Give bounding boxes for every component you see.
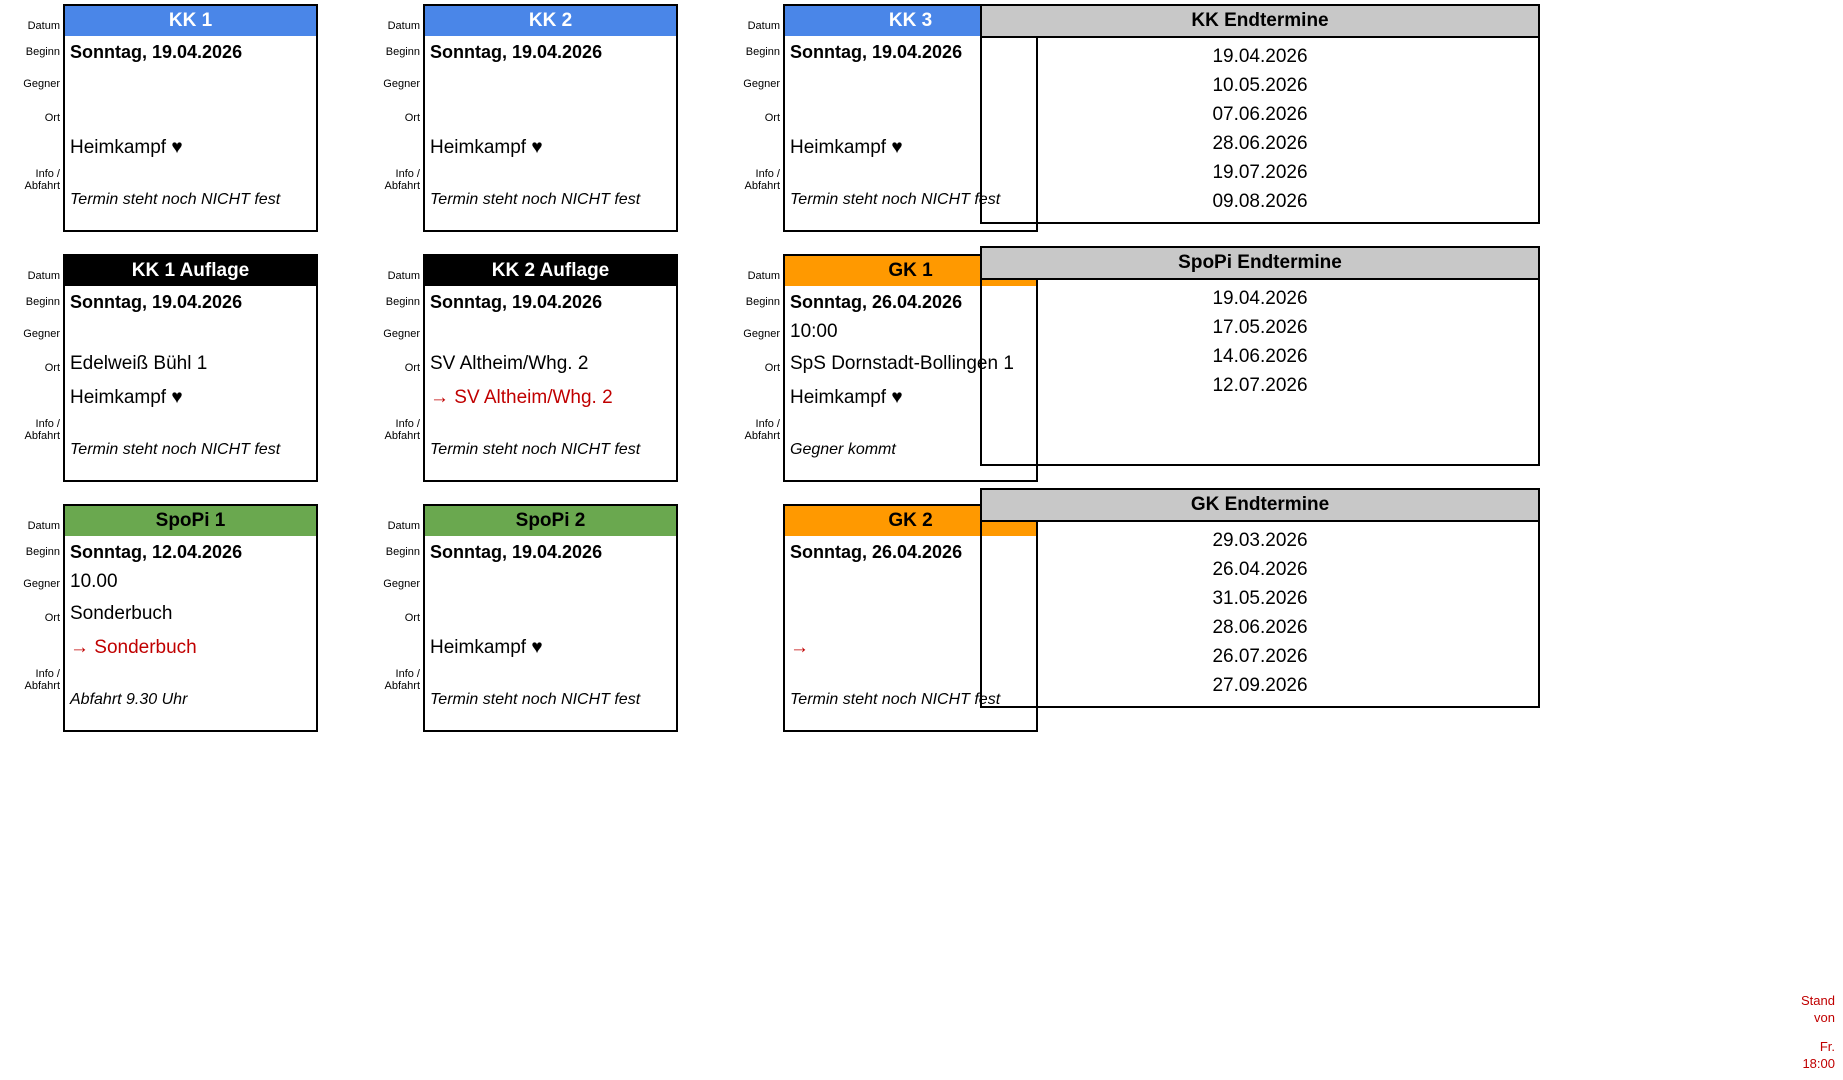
match-card: [378, 254, 678, 482]
deadline-row: 27.09.2026: [1212, 675, 1308, 696]
card-beginn: [425, 318, 676, 350]
label-gegner: Gegner: [383, 578, 420, 590]
deadline-row: [982, 429, 1538, 458]
label-ort: Ort: [44, 612, 60, 624]
label-beginn: Beginn: [25, 46, 60, 58]
card-info: Termin steht noch NICHT fest: [70, 191, 281, 208]
deadline-table-title: GK Endtermine: [980, 488, 1540, 520]
card-field-labels: [378, 4, 423, 232]
label-ort: Ort: [764, 362, 780, 374]
label-ort: Ort: [404, 612, 420, 624]
card-body: [423, 254, 678, 482]
card-ort: Heimkampf ♥: [430, 637, 543, 658]
label-info: [378, 641, 423, 703]
card-gegner: [425, 600, 676, 632]
label-datum: Datum: [387, 20, 420, 32]
card-title: KK 2 Auflage: [425, 256, 676, 286]
card-title: KK 3: [785, 6, 1036, 36]
card-ort: Heimkampf ♥: [790, 387, 903, 408]
deadline-table-body: [980, 278, 1540, 466]
label-datum: Datum: [387, 270, 420, 282]
card-info: Termin steht noch NICHT fest: [430, 191, 641, 208]
deadline-table: [980, 246, 1540, 466]
label-datum: Datum: [27, 270, 60, 282]
stand-line-2: von: [1814, 1010, 1835, 1025]
label-info-line2: Abfahrt: [744, 429, 780, 442]
label-gegner: Gegner: [23, 578, 60, 590]
label-info-line2: Abfahrt: [744, 179, 780, 192]
stand-gap: [1801, 1026, 1835, 1038]
label-gegner: Gegner: [383, 328, 420, 340]
label-info: [738, 641, 783, 703]
stand-line-4: 18:00: [1802, 1056, 1835, 1071]
grid-spacer: [318, 504, 378, 732]
label-beginn: Beginn: [745, 296, 780, 308]
stand-line-3: Fr.: [1819, 1039, 1835, 1054]
card-ort: → SV Altheim/Whg. 2: [430, 387, 613, 408]
deadline-row: 19.04.2026: [1212, 46, 1308, 67]
label-datum: Datum: [747, 270, 780, 282]
card-beginn: [425, 568, 676, 600]
label-ort: Ort: [404, 112, 420, 124]
deadline-row: 19.07.2026: [1212, 162, 1308, 183]
deadline-table-body: [980, 36, 1540, 224]
card-title: SpoPi 2: [425, 506, 676, 536]
card-ort: Heimkampf ♥: [430, 137, 543, 158]
card-field-labels: [18, 4, 63, 232]
label-beginn: Beginn: [745, 46, 780, 58]
label-info-line2: Abfahrt: [384, 429, 420, 442]
label-datum: [738, 507, 783, 541]
card-info: Gegner kommt: [790, 441, 896, 458]
card-ort: → Sonderbuch: [70, 637, 197, 658]
label-info: [738, 391, 783, 453]
label-ort: Ort: [44, 362, 60, 374]
deadline-row: [982, 400, 1538, 429]
deadline-row: 07.06.2026: [1212, 104, 1308, 125]
label-datum: Datum: [27, 520, 60, 532]
match-card: [18, 4, 318, 232]
label-beginn: Beginn: [385, 296, 420, 308]
card-gegner: [65, 100, 316, 132]
card-info: Termin steht noch NICHT fest: [790, 691, 1001, 708]
deadline-row: 29.03.2026: [1212, 530, 1308, 551]
deadline-row: 12.07.2026: [1212, 375, 1308, 396]
label-gegner: Gegner: [23, 78, 60, 90]
card-info: Termin steht noch NICHT fest: [430, 441, 641, 458]
deadline-tables: [980, 4, 1540, 730]
label-info-line1: Info /: [395, 168, 420, 180]
label-info-line2: Abfahrt: [24, 429, 60, 442]
card-datum: Sonntag, 19.04.2026: [70, 42, 243, 62]
card-field-labels: [738, 254, 783, 482]
card-body: [63, 254, 318, 482]
label-info: [378, 391, 423, 453]
label-ort: [738, 605, 783, 641]
card-datum: Sonntag, 19.04.2026: [70, 292, 243, 312]
card-datum: Sonntag, 19.04.2026: [430, 292, 603, 312]
label-info-line1: Info /: [395, 668, 420, 680]
card-title: GK 2: [785, 506, 1036, 536]
card-beginn: [425, 68, 676, 100]
label-info: [378, 141, 423, 203]
deadline-table: [980, 488, 1540, 708]
card-ort: Heimkampf ♥: [70, 387, 183, 408]
label-beginn: Beginn: [25, 546, 60, 558]
deadline-row: 09.08.2026: [1212, 191, 1308, 212]
label-info: [18, 391, 63, 453]
deadline-row: 31.05.2026: [1212, 588, 1308, 609]
card-datum: Sonntag, 26.04.2026: [790, 292, 963, 312]
match-card: [378, 504, 678, 732]
label-info-line1: Info /: [755, 168, 780, 180]
deadline-row: 14.06.2026: [1212, 346, 1308, 367]
grid-spacer: [318, 4, 378, 232]
match-card: [18, 504, 318, 732]
card-info: Termin steht noch NICHT fest: [70, 441, 281, 458]
label-gegner: Gegner: [743, 328, 780, 340]
card-title: GK 1: [785, 256, 1036, 286]
deadline-row: 17.05.2026: [1212, 317, 1308, 338]
label-info-line1: Info /: [395, 418, 420, 430]
grid-spacer: [318, 254, 378, 482]
card-field-labels: [738, 4, 783, 232]
match-card-grid: [18, 4, 1038, 732]
deadline-table-title: KK Endtermine: [980, 4, 1540, 36]
card-ort: →: [790, 637, 809, 658]
card-beginn: 10.00: [70, 571, 118, 592]
card-beginn: [65, 68, 316, 100]
label-gegner: [738, 573, 783, 605]
deadline-table: [980, 4, 1540, 224]
label-ort: Ort: [44, 112, 60, 124]
label-info-line2: Abfahrt: [384, 679, 420, 692]
card-gegner: SpS Dornstadt-Bollingen 1: [790, 353, 1014, 374]
grid-spacer: [678, 4, 738, 232]
card-info: Termin steht noch NICHT fest: [430, 691, 641, 708]
deadline-row: 26.04.2026: [1212, 559, 1308, 580]
deadline-row: 19.04.2026: [1212, 288, 1308, 309]
card-datum: Sonntag, 19.04.2026: [430, 42, 603, 62]
card-gegner: [425, 100, 676, 132]
deadline-row: 28.06.2026: [1212, 133, 1308, 154]
card-datum: Sonntag, 19.04.2026: [430, 542, 603, 562]
label-gegner: Gegner: [23, 328, 60, 340]
card-info: Termin steht noch NICHT fest: [790, 191, 1001, 208]
match-card: [378, 4, 678, 232]
label-ort: Ort: [764, 112, 780, 124]
card-datum: Sonntag, 12.04.2026: [70, 542, 243, 562]
card-field-labels: [378, 504, 423, 732]
stand-line-1: Stand: [1801, 993, 1835, 1008]
card-gegner: Sonderbuch: [70, 603, 173, 624]
label-datum: Datum: [387, 520, 420, 532]
card-title: KK 1 Auflage: [65, 256, 316, 286]
label-beginn: [738, 541, 783, 573]
card-body: [63, 504, 318, 732]
label-gegner: Gegner: [383, 78, 420, 90]
card-beginn: 10:00: [790, 321, 838, 342]
card-field-labels: [18, 254, 63, 482]
card-field-labels: [378, 254, 423, 482]
deadline-table-body: [980, 520, 1540, 708]
label-ort: Ort: [404, 362, 420, 374]
label-info-line2: Abfahrt: [24, 179, 60, 192]
label-info-line2: Abfahrt: [24, 679, 60, 692]
card-datum: Sonntag, 26.04.2026: [790, 542, 963, 562]
card-title: SpoPi 1: [65, 506, 316, 536]
card-title: KK 2: [425, 6, 676, 36]
card-body: [63, 4, 318, 232]
card-info: Abfahrt 9.30 Uhr: [70, 691, 188, 708]
card-field-labels: [738, 504, 783, 732]
card-body: [423, 4, 678, 232]
card-ort: Heimkampf ♥: [790, 137, 903, 158]
card-gegner: SV Altheim/Whg. 2: [430, 353, 589, 374]
label-gegner: Gegner: [743, 78, 780, 90]
label-datum: Datum: [27, 20, 60, 32]
label-info-line2: Abfahrt: [384, 179, 420, 192]
deadline-table-title: SpoPi Endtermine: [980, 246, 1540, 278]
label-info: [738, 141, 783, 203]
match-card: [18, 254, 318, 482]
deadline-row: 10.05.2026: [1212, 75, 1308, 96]
card-gegner: Edelweiß Bühl 1: [70, 353, 208, 374]
label-info: [18, 141, 63, 203]
card-title: KK 1: [65, 6, 316, 36]
deadline-row: 28.06.2026: [1212, 617, 1308, 638]
label-info-line1: Info /: [35, 168, 60, 180]
label-info-line1: Info /: [35, 668, 60, 680]
card-ort: Heimkampf ♥: [70, 137, 183, 158]
card-body: [423, 504, 678, 732]
label-beginn: Beginn: [385, 46, 420, 58]
stand-note: [1801, 992, 1835, 1072]
label-info-line1: Info /: [755, 418, 780, 430]
deadline-row: 26.07.2026: [1212, 646, 1308, 667]
label-beginn: Beginn: [385, 546, 420, 558]
label-info: [18, 641, 63, 703]
label-info-line1: Info /: [35, 418, 60, 430]
grid-spacer: [678, 504, 738, 732]
card-field-labels: [18, 504, 63, 732]
card-datum: Sonntag, 19.04.2026: [790, 42, 963, 62]
label-datum: Datum: [747, 20, 780, 32]
grid-spacer: [678, 254, 738, 482]
label-beginn: Beginn: [25, 296, 60, 308]
card-beginn: [65, 318, 316, 350]
